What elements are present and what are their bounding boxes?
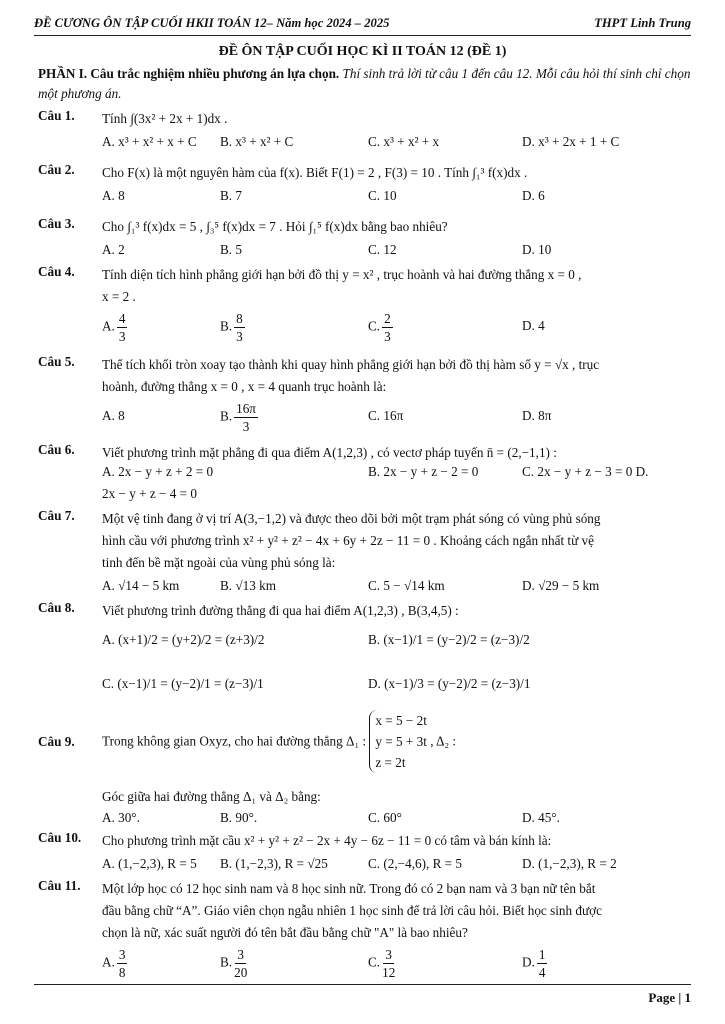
option-d: D. (x−1)/3 = (y−2)/2 = (z−3)/1 (368, 676, 531, 691)
footer-rule (34, 984, 691, 985)
option-c: C. $\frac{3}{12}$ (368, 947, 396, 980)
question-text-line2: Góc giữa hai đường thẳng Δ₁ và Δ₂ bằng: (102, 789, 321, 804)
option-c: C. 16π (368, 408, 404, 423)
question-number: Câu 1. (38, 108, 75, 123)
exam-title: ĐỀ ÔN TẬP CUỐI HỌC KÌ II TOÁN 12 (ĐỀ 1) (218, 44, 507, 59)
frac-num: 2 (384, 311, 391, 326)
frac-num: 4 (118, 311, 126, 326)
option-c: C. $\frac{2}{3}$ (368, 311, 391, 344)
frac-num: 8 (236, 311, 243, 326)
question-number: Câu 11. (38, 878, 81, 893)
line-system: x = 5 − 2t y = 5 + 3t z = 2t (369, 710, 427, 773)
option-a: A. $\frac{4}{3}$ (102, 311, 126, 344)
option-b: B. $\frac{16\pi}{3}$ (220, 401, 256, 434)
option-a: A. (1,−2,3), R = 5 (102, 856, 197, 871)
option-b: B. (x−1)/1 = (y−2)/2 = (z−3)/2 (368, 632, 530, 647)
page-header (34, 16, 691, 31)
question-text: Trong không gian Oxyz, cho hai đường thẳng Δ₁ : x = 5 − 2t y = 5 + 3t z = 2t , Δ₂ : (102, 710, 695, 773)
question-text: Tính diện tích hình phẳng giới hạn bởi đồ thị y = x² , trục hoành và hai đường thẳng x = 0 , (102, 267, 582, 282)
question-text: Cho F(x) là một nguyên hàm của f(x). Biết F(1) = 2 , F(3) = 10 . Tính ∫₁³ f(x)dx . (102, 165, 528, 180)
question-text-line3: chọn là nữ, xác suất người đó tên bắt đầu bằng chữ "A" là bao nhiêu? (102, 925, 468, 940)
frac-num: 16π (236, 401, 256, 416)
option-d: D. 10 (522, 242, 552, 257)
question-text: Cho ∫₁³ f(x)dx = 5 , ∫₃⁵ f(x)dx = 7 . Hỏi ∫₁⁵ f(x)dx bằng bao nhiêu? (102, 219, 448, 234)
question-text: Tính ∫(3x² + 2x + 1)dx . (102, 111, 228, 126)
option-d: D. 6 (522, 188, 545, 203)
option-a: A. 8 (102, 408, 125, 423)
option-d: D. 45°. (522, 810, 560, 825)
frac-den: 3 (118, 329, 126, 344)
option-d: D. 8π (522, 408, 552, 423)
question-text: Một vệ tinh đang ở vị trí A(3,−1,2) và được theo dõi bởi một trạm phát sóng có vùng phủ sóng (102, 511, 601, 526)
question-number: Câu 3. (38, 216, 75, 231)
question-number: Câu 2. (38, 162, 75, 177)
header-rule (34, 35, 691, 36)
option-c: C. 60° (368, 810, 402, 825)
option-a: A. $\frac{3}{8}$ (102, 947, 126, 980)
option-a: A. 8 (102, 188, 125, 203)
question-number: Câu 9. (38, 734, 75, 749)
option-a: A. (x+1)/2 = (y+2)/2 = (z+3)/2 (102, 632, 265, 647)
frac-den: 12 (382, 965, 396, 980)
question-text: Viết phương trình mặt phẳng đi qua điểm A(1,2,3) , có vectơ pháp tuyến n̄ = (2,−1,1) : (102, 445, 557, 460)
option-b: B. $\frac{8}{3}$ (220, 311, 243, 344)
question-text: Viết phương trình đường thẳng đi qua hai điểm A(1,2,3) , B(3,4,5) : (102, 603, 459, 618)
part-note: Thí sinh trả lời từ câu 1 đến câu 12. Mỗi câu hỏi thí sinh chỉ chọn một phương án. (38, 66, 691, 101)
option-c: C. 2x − y + z − 3 = 0 D. (522, 464, 649, 479)
option-d: 2x − y + z − 4 = 0 (102, 486, 197, 501)
question-text-line3: tinh đến bề mặt ngoài của vùng phủ sóng là: (102, 555, 336, 570)
question-text: Thể tích khối tròn xoay tạo thành khi quay hình phẳng giới hạn bởi đồ thị hàm số y = √x , trục (102, 357, 600, 372)
option-a: A. x³ + x² + x + C (102, 134, 197, 149)
option-c: C. 5 − √14 km (368, 578, 445, 593)
part-instructions (38, 64, 691, 104)
option-b: B. √13 km (220, 578, 276, 593)
question-number: Câu 5. (38, 354, 75, 369)
frac-num: 1 (538, 947, 546, 962)
part-heading: PHẦN I. Câu trắc nghiệm nhiều phương án lựa chọn. (38, 66, 340, 81)
page-number: Page | 1 (648, 990, 691, 1005)
frac-den: 8 (118, 965, 126, 980)
option-b: B. 7 (220, 188, 242, 203)
option-b: B. 5 (220, 242, 242, 257)
question-text: Một lớp học có 12 học sinh nam và 8 học sinh nữ. Trong đó có 2 bạn nam và 3 bạn nữ tên bắt (102, 881, 596, 896)
option-d: D. 4 (522, 318, 545, 333)
option-c: C. x³ + x² + x (368, 134, 440, 149)
option-d: D. $\frac{1}{4}$ (522, 947, 546, 980)
header-left: ĐỀ CƯƠNG ÔN TẬP CUỐI HKII TOÁN 12– Năm học 2024 – 2025 (34, 16, 390, 30)
frac-den: 20 (234, 965, 248, 980)
question-text-line2: hoành, đường thẳng x = 0 , x = 4 quanh trục hoành là: (102, 379, 387, 394)
question-text-line2: đầu bằng chữ “A”. Giáo viên chọn ngẫu nhiên 1 học sinh để trả lời câu hỏi. Biết học sinh được (102, 903, 602, 918)
question-number: Câu 10. (38, 830, 82, 845)
option-a: A. 2 (102, 242, 125, 257)
option-b: B. 90°. (220, 810, 258, 825)
option-b: B. $\frac{3}{20}$ (220, 947, 248, 980)
question-text: Cho phương trình mặt cầu x² + y² + z² − 2x + 4y − 6z − 11 = 0 có tâm và bán kính là: (102, 833, 552, 848)
option-a: A. 30°. (102, 810, 140, 825)
frac-den: 3 (384, 329, 391, 344)
option-d: D. √29 − 5 km (522, 578, 600, 593)
option-b: B. x³ + x² + C (220, 134, 294, 149)
option-d: D. (1,−2,3), R = 2 (522, 856, 617, 871)
option-a: A. √14 − 5 km (102, 578, 180, 593)
option-b: B. 2x − y + z − 2 = 0 (368, 464, 479, 479)
question-number: Câu 6. (38, 442, 75, 457)
frac-den: 4 (538, 965, 546, 980)
question-number: Câu 4. (38, 264, 75, 279)
option-c: C. 10 (368, 188, 397, 203)
frac-num: 3 (118, 947, 126, 962)
option-d: D. x³ + 2x + 1 + C (522, 134, 620, 149)
option-c: C. 12 (368, 242, 397, 257)
option-b: B. (1,−2,3), R = √25 (220, 856, 328, 871)
option-c: C. (2,−4,6), R = 5 (368, 856, 462, 871)
question-text-line2: hình cầu với phương trình x² + y² + z² − 4x + 6y + 2z − 11 = 0 . Khoảng cách ngắn nhất từ vệ (102, 533, 594, 548)
frac-num: 3 (385, 947, 392, 962)
question-text-line2: x = 2 . (102, 289, 136, 304)
frac-den: 3 (242, 419, 250, 434)
question-number: Câu 7. (38, 508, 75, 523)
option-c: C. (x−1)/1 = (y−2)/1 = (z−3)/1 (102, 676, 264, 691)
header-right: THPT Linh Trung (594, 16, 691, 30)
question-number: Câu 8. (38, 600, 75, 615)
frac-num: 3 (237, 947, 244, 962)
frac-den: 3 (236, 329, 243, 344)
option-a: A. 2x − y + z + 2 = 0 (102, 464, 214, 479)
